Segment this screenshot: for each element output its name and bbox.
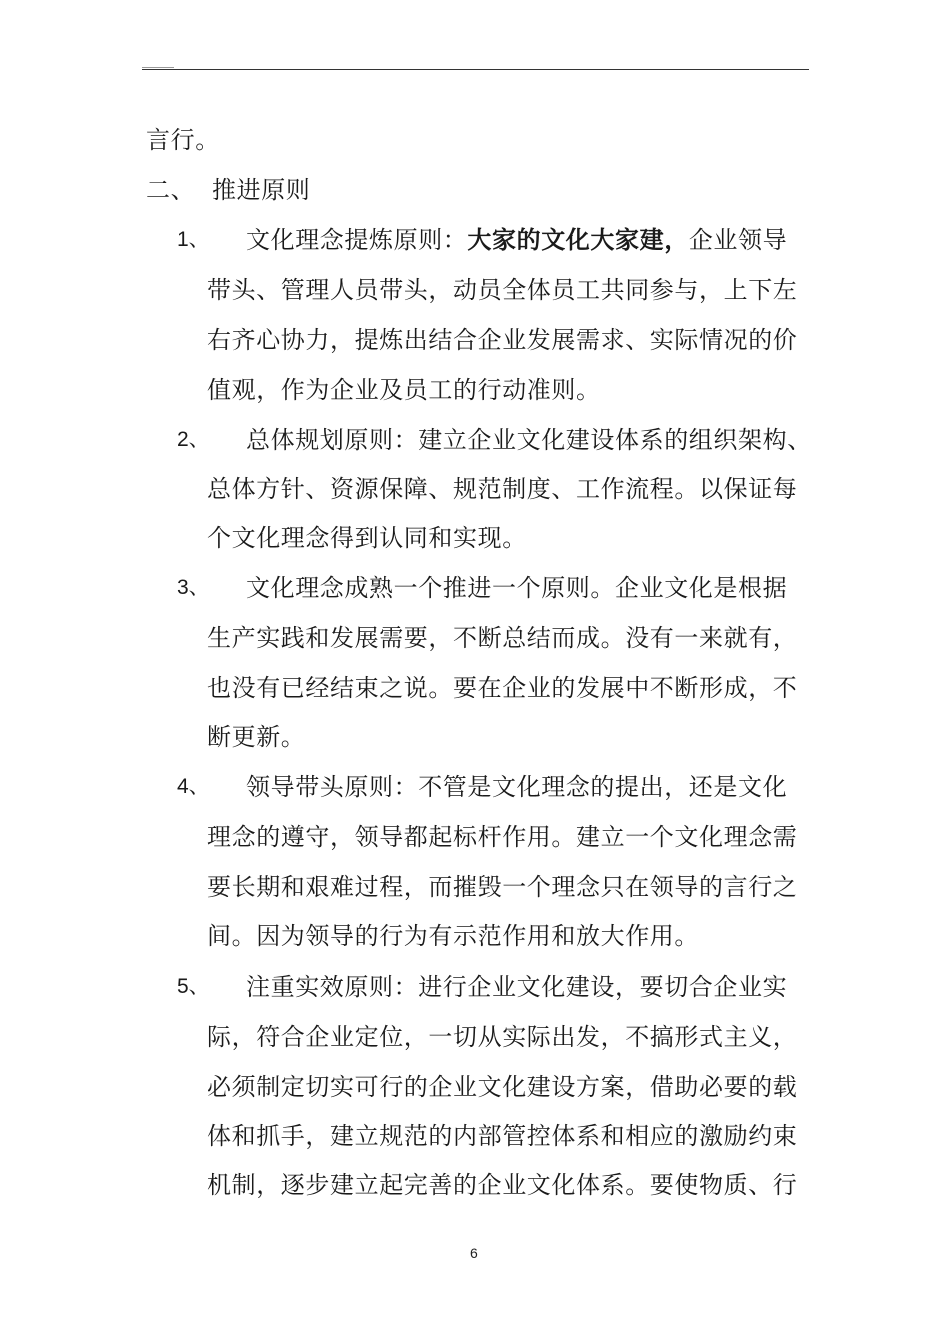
item-1-line-2: 带头、管理人员带头，动员全体员工共同参与，上下左	[207, 276, 798, 304]
item-1-line-3: 右齐心协力，提炼出结合企业发展需求、实际情况的价	[207, 326, 798, 354]
section-title: 推进原则	[212, 176, 311, 204]
header-rule-mark	[142, 67, 174, 68]
item-3-line-1: 文化理念成熟一个推进一个原则。企业文化是根据	[246, 574, 788, 602]
item-1-line-1	[246, 225, 787, 255]
item-4-line-4: 间。因为领导的行为有示范作用和放大作用。	[207, 922, 699, 950]
item-5-line-5: 机制，逐步建立起完善的企业文化体系。要使物质、行	[207, 1171, 798, 1199]
item-3-line-4: 断更新。	[207, 723, 306, 751]
item-1-number: 1、	[177, 228, 210, 251]
item-1-line-4: 值观，作为企业及员工的行动准则。	[207, 376, 601, 404]
page-number: 6	[470, 1245, 478, 1261]
item-5-line-4: 体和抓手，建立规范的内部管控体系和相应的激励约束	[207, 1122, 798, 1150]
item-2-line-3: 个文化理念得到认同和实现。	[207, 524, 527, 552]
item-5-line-2: 际，符合企业定位，一切从实际出发，不搞形式主义，	[207, 1023, 798, 1051]
item-5-line-1: 注重实效原则：进行企业文化建设，要切合企业实	[246, 973, 788, 1001]
item-4-line-2: 理念的遵守，领导都起标杆作用。建立一个文化理念需	[207, 823, 798, 851]
section-number: 二、	[146, 176, 196, 204]
item-1-emphasis: 大家的文化大家建，	[467, 225, 689, 254]
item-5-line-3: 必须制定切实可行的企业文化建设方案，借助必要的载	[207, 1073, 798, 1101]
item-4-number: 4、	[177, 775, 210, 798]
item-3-line-2: 生产实践和发展需要，不断总结而成。没有一来就有，	[207, 624, 798, 652]
item-3-line-3: 也没有已经结束之说。要在企业的发展中不断形成，不	[207, 674, 798, 702]
item-2-line-2: 总体方针、资源保障、规范制度、工作流程。以保证每	[207, 475, 798, 503]
item-1-tail: 企业领导	[688, 226, 788, 254]
continuation-text: 言行。	[146, 126, 220, 154]
item-5-number: 5、	[177, 975, 210, 998]
item-1-lead: 文化理念提炼原则：	[246, 226, 468, 254]
item-2-number: 2、	[177, 428, 210, 451]
item-4-line-1: 领导带头原则：不管是文化理念的提出，还是文化	[246, 773, 788, 801]
item-3-number: 3、	[177, 576, 210, 599]
item-4-line-3: 要长期和艰难过程，而摧毁一个理念只在领导的言行之	[207, 873, 798, 901]
item-2-line-1: 总体规划原则：建立企业文化建设体系的组织架构、	[246, 426, 812, 454]
header-rule	[142, 69, 809, 70]
